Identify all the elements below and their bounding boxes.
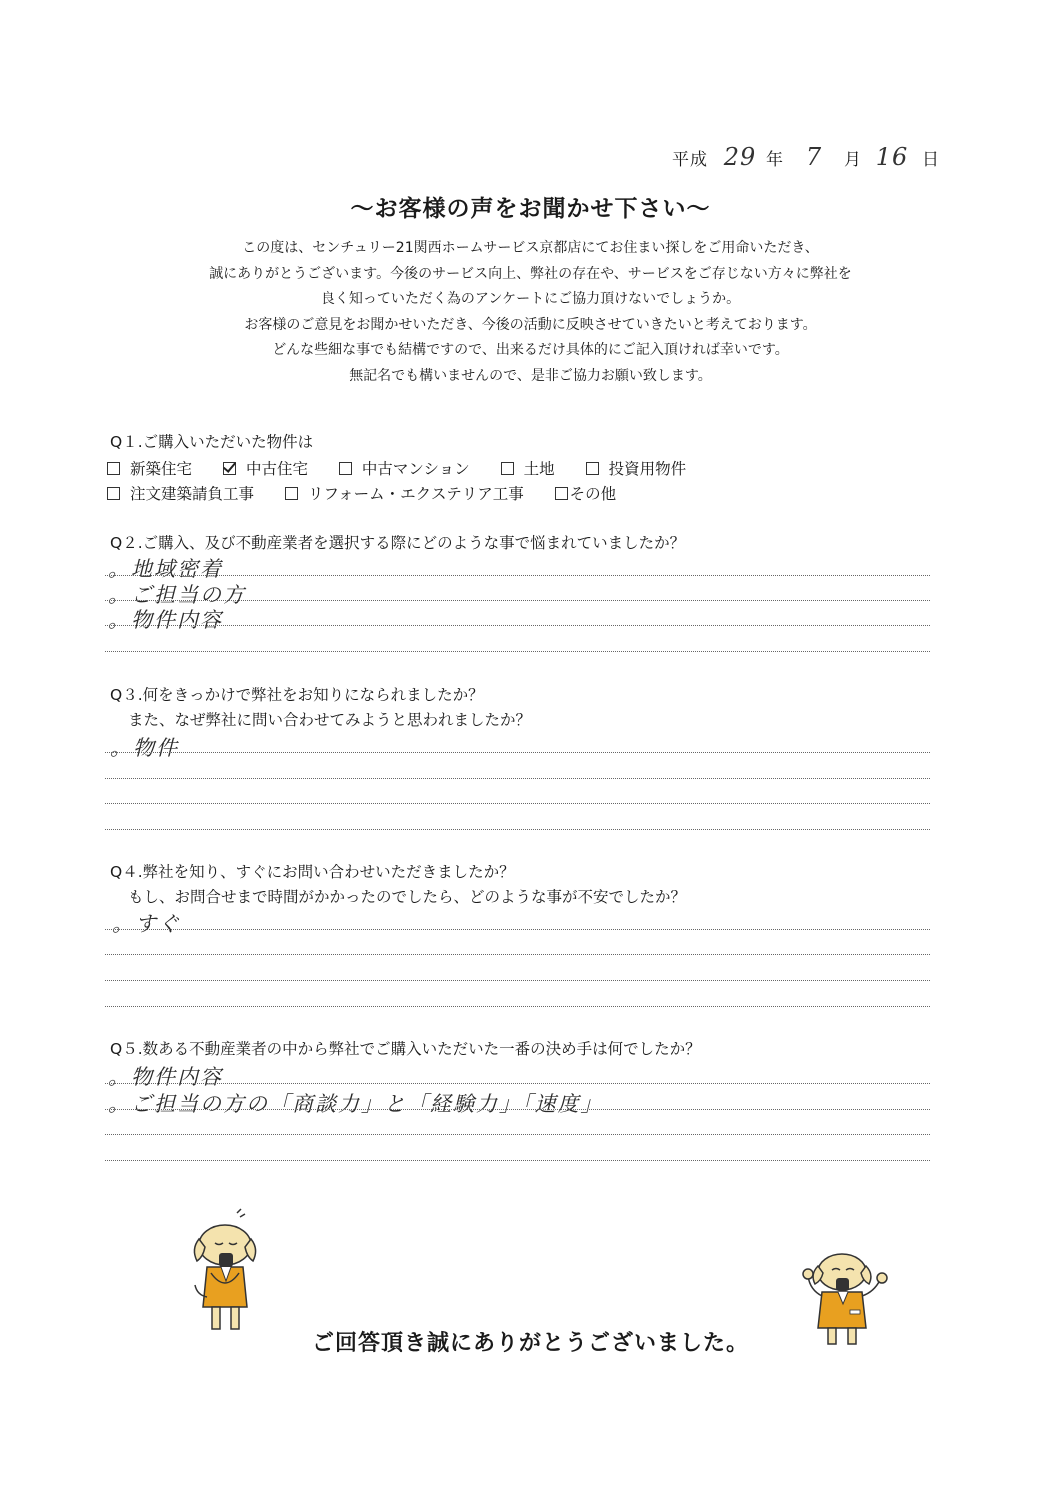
option-label: 新築住宅 (130, 460, 193, 478)
q2-answer: 。地域密着 (108, 557, 223, 581)
q1-option[interactable] (339, 457, 470, 479)
q1-option[interactable] (107, 457, 192, 479)
intro-line: どんな些細な事でも結構ですので、出来るだけ具体的にご記入頂ければ幸いです。 (272, 342, 789, 358)
q5-answer: 。物件内容 (108, 1065, 223, 1089)
checkbox[interactable] (107, 462, 120, 475)
checkbox[interactable] (107, 487, 120, 500)
q1-option[interactable] (586, 457, 687, 479)
answer-line (105, 1109, 930, 1110)
q1-option[interactable] (555, 482, 617, 504)
q3-answer: 。物件 (110, 736, 179, 760)
q2-answer: 。ご担当の方 (108, 583, 246, 607)
intro-text (0, 236, 1061, 389)
q1-option[interactable] (501, 457, 555, 479)
q1-options-row2 (107, 482, 616, 504)
page-title: ～お客様の声をお聞かせ下さい～ (350, 196, 711, 222)
q5-answer: 。ご担当の方の「商談力」と「経験力」「速度」 (108, 1092, 604, 1116)
dog-mascot-bowing-icon (185, 1205, 275, 1335)
q5-question: Q５.数ある不動産業者の中から弊社でご購入いただいた一番の決め手は何でしたか？ (110, 1040, 701, 1058)
option-label: 土地 (523, 460, 555, 478)
q1-question: Q１.ご購入いただいた物件は (110, 433, 314, 451)
date-month-unit: 月 (844, 150, 862, 170)
q3-question: Q３.何をきっかけで弊社をお知りになられましたか？ (110, 686, 484, 704)
date-era-label: 平成 (672, 150, 708, 170)
option-label: 投資用物件 (608, 460, 687, 478)
date-day-unit: 日 (922, 150, 940, 170)
date-day: 16 (875, 143, 909, 171)
q4-answer: 。すぐ (112, 912, 181, 936)
intro-line: お客様のご意見をお聞かせいただき、今後の活動に反映させていきたいと考えております。 (244, 316, 817, 333)
q2-question: Q２.ご購入、及び不動産業者を選択する際にどのような事で悩まれていましたか？ (110, 534, 686, 552)
q4-question: Q４.弊社を知り、すぐにお問い合わせいただきましたか？ (110, 863, 515, 881)
option-label: 中古マンション (361, 460, 470, 478)
q4-question-line2: もし、お問合せまで時間がかかったのでしたら、どのような事が不安でしたか？ (128, 888, 687, 906)
checkbox[interactable] (339, 462, 352, 475)
survey-date (672, 143, 940, 171)
answer-line (105, 1160, 930, 1161)
checkbox[interactable] (555, 487, 568, 500)
q1-option[interactable] (285, 482, 524, 504)
answer-line (105, 575, 930, 576)
q1-option[interactable] (223, 457, 308, 479)
intro-line: 良く知っていただく為のアンケートにご協力頂けないでしょうか。 (320, 291, 741, 307)
intro-line: この度は、センチュリー21関西ホームサービス京都店にてお住まい探しをご用命いただき、 (242, 240, 819, 256)
option-label: 注文建築請負工事 (130, 485, 255, 503)
answer-line (105, 600, 930, 601)
answer-line (105, 929, 930, 930)
date-month: 7 (805, 143, 823, 171)
thanks-message: ご回答頂き誠にありがとうございました。 (311, 1331, 749, 1356)
answer-line (105, 803, 930, 804)
answer-line (105, 625, 930, 626)
answer-line (105, 1083, 930, 1084)
intro-line: 誠にありがとうございます。今後のサービス向上、弊社の存在や、サービスをご存じない方々に弊社を (209, 265, 852, 282)
date-year: 29 (723, 143, 757, 171)
answer-line (105, 829, 930, 830)
answer-line (105, 1134, 930, 1135)
q3-question-line2: また、なぜ弊社に問い合わせてみようと思われましたか？ (128, 711, 532, 729)
answer-line (105, 980, 930, 981)
checkbox[interactable] (285, 487, 298, 500)
option-label: 中古住宅 (245, 460, 308, 478)
q1-options-row1 (107, 457, 712, 479)
answer-line (105, 1006, 930, 1007)
checkbox-checked[interactable] (223, 462, 236, 475)
option-label: その他 (569, 485, 617, 503)
checkbox[interactable] (501, 462, 514, 475)
q2-answer: 。物件内容 (108, 608, 223, 632)
answer-line (105, 954, 930, 955)
answer-line (105, 752, 930, 753)
option-label: リフォーム・エクステリア工事 (307, 485, 524, 503)
checkbox[interactable] (586, 462, 599, 475)
answer-line (105, 778, 930, 779)
date-year-unit: 年 (766, 150, 784, 170)
answer-line (105, 651, 930, 652)
q1-option[interactable] (107, 482, 254, 504)
intro-line: 無記名でも構いませんので、是非ご協力お願い致します。 (349, 367, 712, 384)
